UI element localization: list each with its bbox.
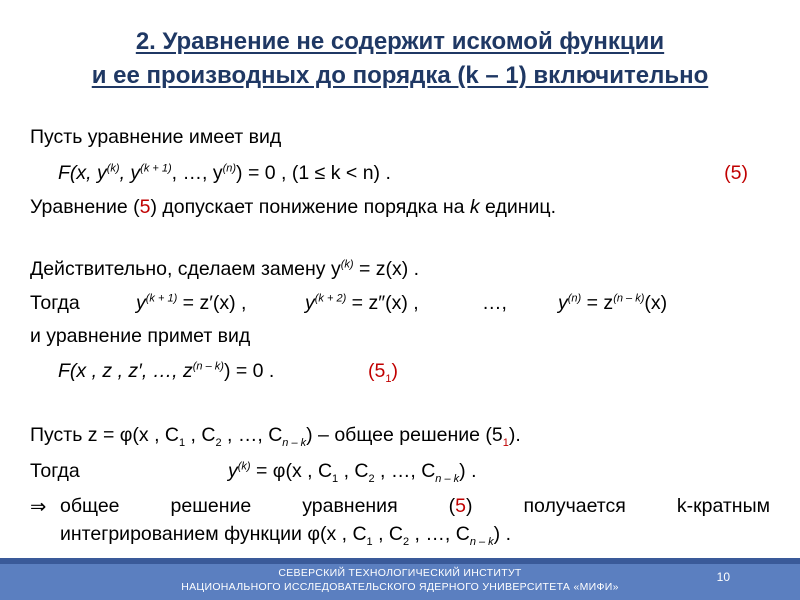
page-number: 10 bbox=[716, 570, 730, 584]
body-line-1: Пусть уравнение имеет вид bbox=[30, 126, 282, 148]
body-line-4: Действительно, сделаем замену $y^{(k)} = z(x)$ . bbox=[30, 258, 420, 280]
equation-number: (5) bbox=[724, 162, 748, 184]
body-line-6: и уравнение примет вид bbox=[30, 325, 251, 347]
footer-stripe bbox=[0, 558, 800, 564]
equation-5: F(x, $y^{(k)}$, $y^{(k + 1)}$, …, $y^{(n)}) = 0$ , (1 ≤ k < n) . (5) bbox=[58, 162, 748, 184]
implies-arrow: ⇒ bbox=[30, 496, 47, 518]
body-line-10: общее решение уравнения (5) получается k-кратным bbox=[60, 495, 770, 517]
footer-institute-line-1: СЕВЕРСКИЙ ТЕХНОЛОГИЧЕСКИЙ ИНСТИТУТ bbox=[278, 567, 522, 579]
body-line-3: Уравнение (5) допускает понижение порядка на k единиц. bbox=[30, 196, 556, 218]
footer-bar bbox=[0, 558, 800, 600]
equation-5-1: F(x , z , z′, …, $z^{(n - k)}) = 0$ . $(5_1)$ bbox=[58, 360, 398, 385]
body-line-9: Тогда $y^{(k)} = \varphi(x$ , $C_1$ , $C_2$ , …, $C_{n - k}$) . bbox=[30, 460, 477, 485]
title-line-2: и ее производных до порядка (k – 1) включительно bbox=[91, 62, 709, 89]
title-line-1: 2. Уравнение не содержит искомой функции bbox=[135, 28, 665, 55]
footer-institute-line-2: НАЦИОНАЛЬНОГО ИССЛЕДОВАТЕЛЬСКОГО ЯДЕРНОГО УНИВЕРСИТЕТА «МИФИ» bbox=[181, 581, 619, 593]
body-line-11: интегрированием функции φ(x , $C_1$ , $C_2$ , …, $C_{n - k}$) . bbox=[60, 523, 512, 548]
body-line-8: Пусть z = φ(x , $C_1$ , $C_2$ , …, $C_{n - k}$) – общее решение $(5_1)$. bbox=[30, 424, 521, 449]
body-line-5: Тогда $y^{(k + 1)} = z'(x)$ , $y^{(k + 2)} = z''(x)$ , …, $y^{(n)} = z^{(n - k)}(x)$ bbox=[30, 292, 668, 314]
